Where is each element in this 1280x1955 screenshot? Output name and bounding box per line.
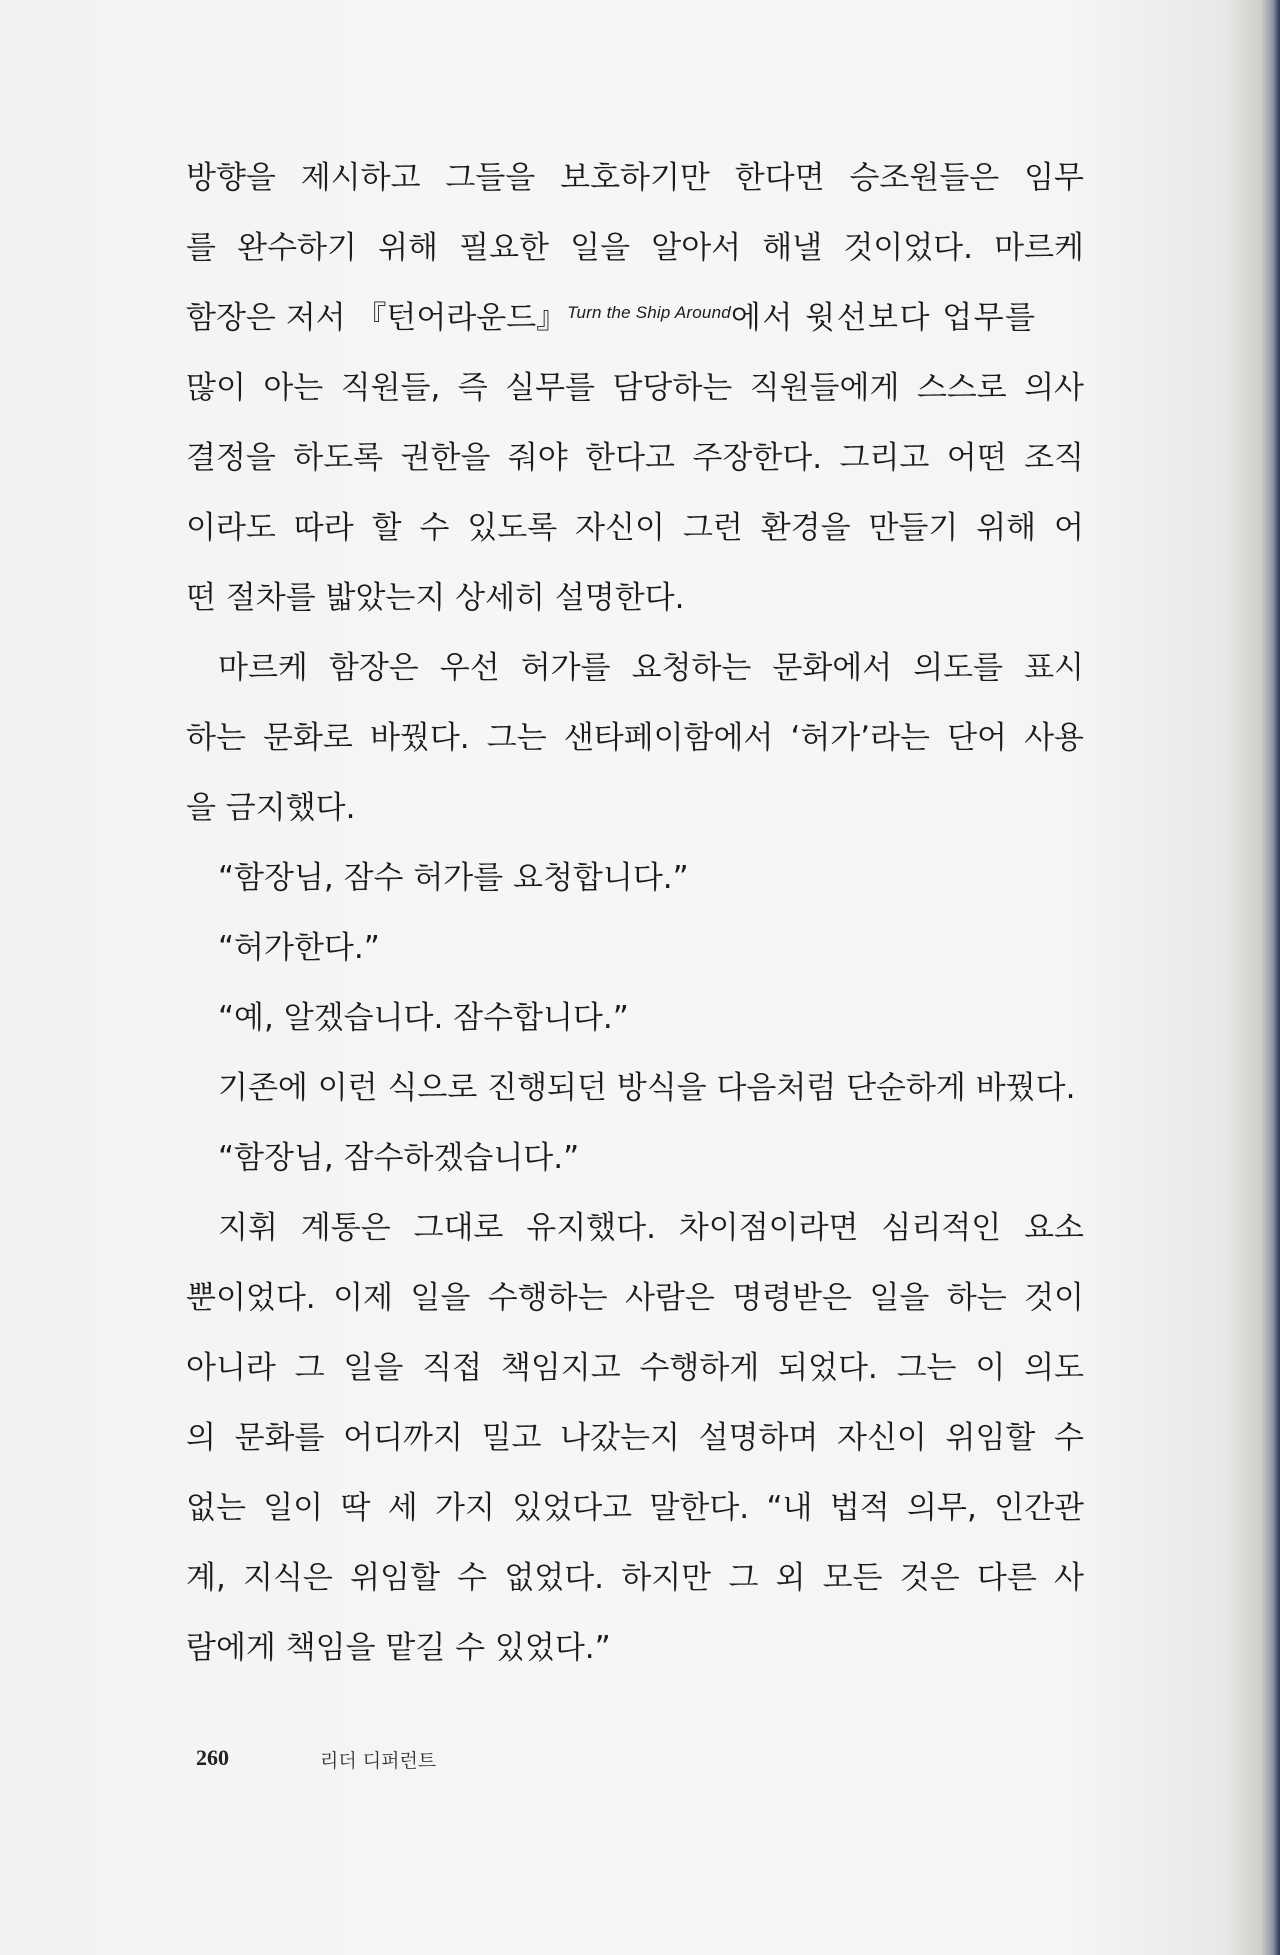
text-line: 결정을 하도록 권한을 줘야 한다고 주장한다. 그리고 어떤 조직 [186, 440, 1084, 476]
text-line: 지휘 계통은 그대로 유지했다. 차이점이라면 심리적인 요소 [218, 1210, 1084, 1246]
text-line: 많이 아는 직원들, 즉 실무를 담당하는 직원들에게 스스로 의사 [186, 370, 1084, 406]
english-title: Turn the Ship Around [567, 303, 731, 322]
dialogue-line: “함장님, 잠수 허가를 요청합니다.” [218, 860, 689, 896]
running-head: 리더 디퍼런트 [320, 1750, 437, 1772]
text-line: 떤 절차를 밟았는지 상세히 설명한다. [186, 580, 685, 616]
text-line: 기존에 이런 식으로 진행되던 방식을 다음처럼 단순하게 바꿨다. [218, 1070, 1076, 1106]
text-line: 계, 지식은 위임할 수 없었다. 하지만 그 외 모든 것은 다른 사 [186, 1560, 1084, 1596]
text-line: 없는 일이 딱 세 가지 있었다고 말한다. “내 법적 의무, 인간관 [186, 1490, 1084, 1526]
page-edge [1262, 0, 1280, 1955]
body-text [186, 143, 1084, 1683]
text-line: 아니라 그 일을 직접 책임지고 수행하게 되었다. 그는 이 의도 [186, 1350, 1084, 1386]
page-number: 260 [196, 1745, 229, 1770]
text-line: 이라도 따라 할 수 있도록 자신이 그런 환경을 만들기 위해 어 [186, 510, 1084, 546]
text-line: 의 문화를 어디까지 밀고 나갔는지 설명하며 자신이 위임할 수 [186, 1420, 1084, 1456]
text-line: 을 금지했다. [186, 790, 356, 826]
text-line: 람에게 책임을 맡길 수 있었다.” [186, 1630, 611, 1666]
text-line: 뿐이었다. 이제 일을 수행하는 사람은 명령받은 일을 하는 것이 [186, 1280, 1084, 1316]
text-segment: 에서 윗선보다 업무를 [730, 300, 1037, 336]
text-line: 를 완수하기 위해 필요한 일을 알아서 해낼 것이었다. 마르케 [186, 230, 1084, 266]
text-line: 방향을 제시하고 그들을 보호하기만 한다면 승조원들은 임무 [186, 160, 1084, 196]
dialogue-line: “허가한다.” [218, 930, 380, 966]
dialogue-line: “예, 알겠습니다. 잠수합니다.” [218, 1000, 629, 1036]
dialogue-line: “함장님, 잠수하겠습니다.” [218, 1140, 580, 1176]
text-segment: 함장은 저서 『턴어라운드』 [186, 300, 568, 336]
text-line: 하는 문화로 바꿨다. 그는 샌타페이함에서 ‘허가’라는 단어 사용 [186, 720, 1084, 756]
text-line: 마르케 함장은 우선 허가를 요청하는 문화에서 의도를 표시 [218, 650, 1084, 686]
text-line [186, 283, 1084, 353]
